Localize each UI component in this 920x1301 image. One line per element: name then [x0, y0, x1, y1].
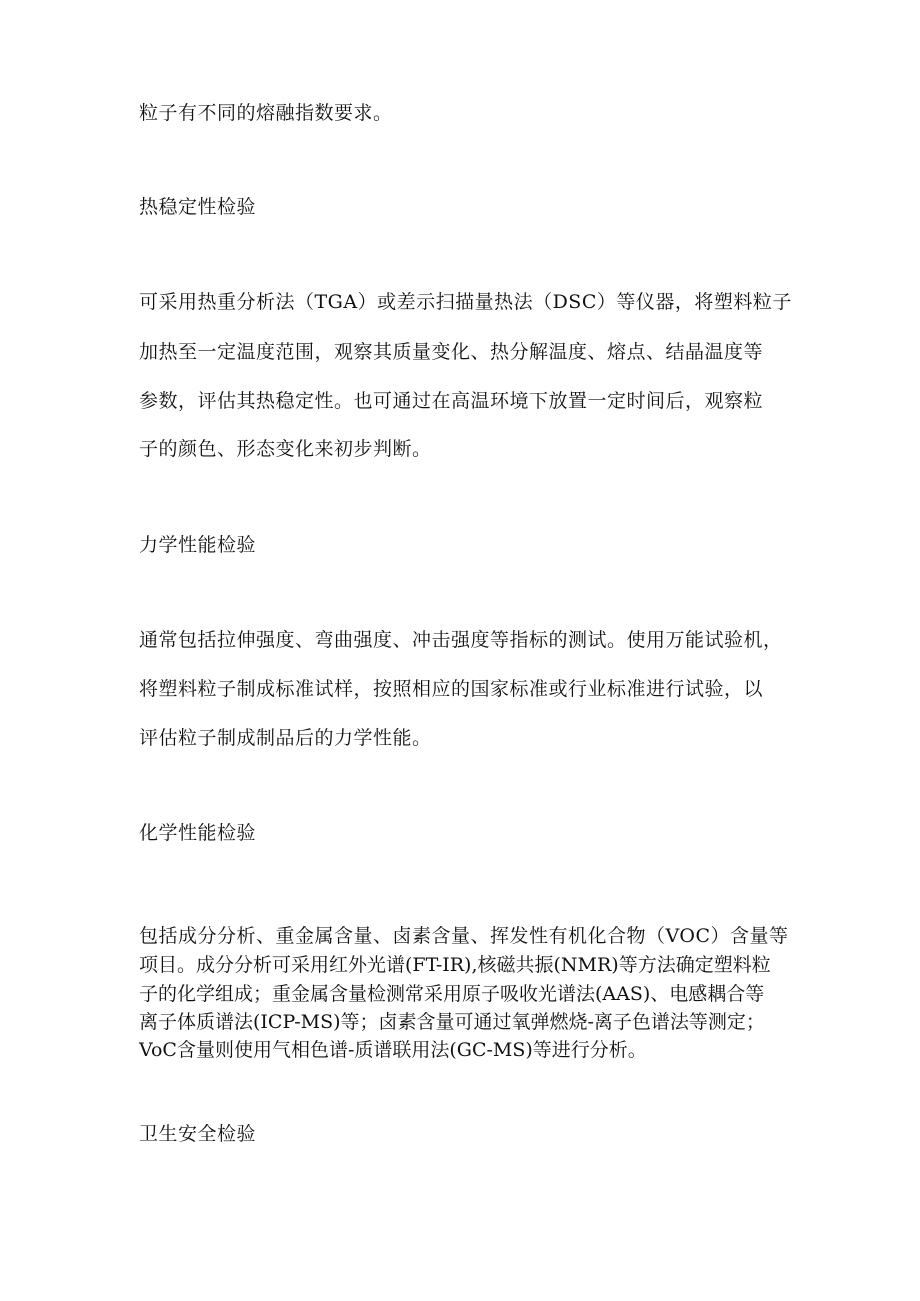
paragraph-line: VoC含量则使用气相色谱-质谱联用法(GC-MS)等进行分析。 — [139, 1039, 647, 1061]
paragraph-line: 参数，评估其热稳定性。也可通过在高温环境下放置一定时间后，观察粒 — [139, 390, 764, 412]
paragraph-line: 评估粒子制成制品后的力学性能。 — [139, 727, 432, 749]
section-heading-chemical-properties: 化学性能检验 — [139, 822, 257, 844]
paragraph-line: 子的化学组成；重金属含量检测常采用原子吸收光谱法(AAS)、电感耦合等 — [139, 983, 765, 1005]
paragraph-line: 子的颜色、形态变化来初步判断。 — [139, 438, 432, 460]
paragraph-line: 可采用热重分析法（TGA）或差示扫描量热法（DSC）等仪器，将塑料粒子 — [139, 291, 792, 313]
paragraph-line: 加热至一定温度范围，观察其质量变化、热分解温度、熔点、结晶温度等 — [139, 341, 764, 363]
section-heading-mechanical-properties: 力学性能检验 — [139, 534, 257, 556]
paragraph-line: 离子体质谱法(ICP-MS)等；卤素含量可通过氧弹燃烧-离子色谱法等测定； — [139, 1011, 765, 1033]
paragraph-line: 包括成分分析、重金属含量、卤素含量、挥发性有机化合物（VOC）含量等 — [139, 925, 789, 947]
section-heading-thermal-stability: 热稳定性检验 — [139, 196, 257, 218]
paragraph-line: 将塑料粒子制成标准试样，按照相应的国家标准或行业标准进行试验，以 — [139, 678, 764, 700]
paragraph-line: 通常包括拉伸强度、弯曲强度、冲击强度等指标的测试。使用万能试验机， — [139, 629, 783, 651]
paragraph-line: 粒子有不同的熔融指数要求。 — [139, 102, 393, 124]
paragraph-line: 项目。成分分析可采用红外光谱(FT-IR),核磁共振(NMR)等方法确定塑料粒 — [139, 954, 771, 976]
section-heading-hygiene-safety: 卫生安全检验 — [139, 1123, 257, 1145]
